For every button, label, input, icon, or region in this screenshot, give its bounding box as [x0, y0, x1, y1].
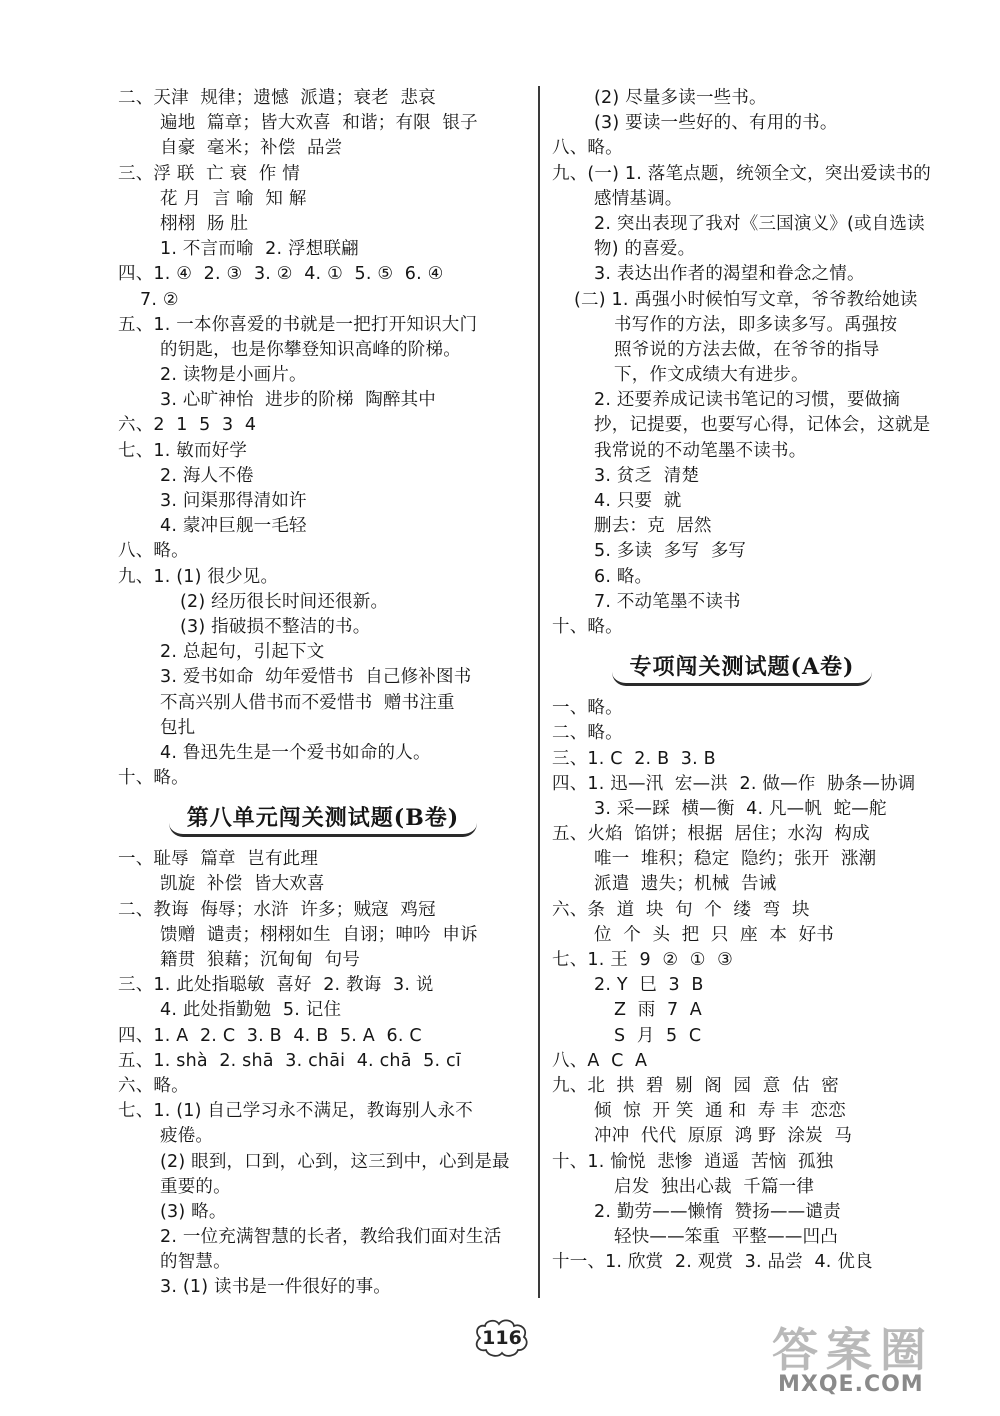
answer-line: 五、1. 一本你喜爱的书就是一把打开知识大门 [118, 314, 478, 335]
answer-line: 4. 蒙冲巨舰一毛轻 [160, 516, 307, 537]
answer-line: 的智慧。 [160, 1252, 231, 1273]
answer-line: 7. 不动笔墨不读书 [594, 591, 741, 612]
answer-line: (2) 眼到，口到，心到，这三到中，心到是最 [160, 1151, 510, 1172]
answer-line: 凯旋 补偿 皆大欢喜 [160, 874, 325, 895]
answer-line: 遍地 篇章；皆大欢喜 和谐；有限 银子 [160, 113, 478, 134]
answer-line: 十、1. 愉悦 悲惨 逍遥 苦恼 孤独 [552, 1151, 834, 1172]
answer-line: 六、条 道 块 句 个 缕 弯 块 [552, 899, 810, 920]
answer-line: 删去：克 居然 [594, 516, 712, 537]
answer-line: (2) 经历很长时间还很新。 [180, 591, 389, 612]
answer-line: 4. 鲁迅先生是一个爱书如命的人。 [160, 742, 431, 763]
answer-line: 的钥匙，也是你攀登知识高峰的阶梯。 [160, 339, 461, 360]
answer-line: 籍贯 狼藉；沉甸甸 句号 [160, 950, 361, 970]
answer-line: 三、浮 联 亡 衰 作 情 [118, 163, 300, 184]
page-number [470, 1318, 534, 1358]
answer-line: (3) 略。 [160, 1201, 227, 1222]
answer-line: 1. 不言而喻 2. 浮想联翩 [160, 239, 359, 260]
answer-line: 启发 独出心裁 千篇一律 [614, 1176, 815, 1197]
answer-line: (2) 尽量多读一些书。 [594, 88, 767, 108]
answer-line: 七、1. 敏而好学 [118, 440, 248, 461]
answer-line: 2. 总起句，引起下文 [160, 642, 325, 663]
answer-line: 3. 心旷神怡 进步的阶梯 陶醉其中 [160, 390, 437, 411]
answer-line: 我常说的不动笔墨不读书。 [594, 440, 807, 461]
answer-line: 感情基调。 [594, 188, 683, 209]
section-heading [552, 642, 932, 692]
answer-line: 四、1. A 2. C 3. B 4. B 5. A 6. C [118, 1025, 422, 1046]
answer-line: 五、火焰 馅饼；根据 居住；水沟 构成 [552, 824, 870, 845]
answer-line: 5. 多读 多写 多写 [594, 541, 747, 562]
answer-line: 轻快——笨重 平整——凹凸 [614, 1227, 838, 1248]
answer-line: 2. Y 巳 3 B [594, 975, 704, 996]
answer-line: 包扎 [160, 717, 196, 738]
answer-line: 倾 惊 开 笑 通 和 寿 丰 恋恋 [594, 1101, 846, 1122]
answer-line: 疲倦。 [160, 1126, 214, 1147]
answer-line: S 月 5 C [614, 1025, 702, 1046]
answer-line: 馈赠 谴责；栩栩如生 自诩；呻吟 申诉 [160, 924, 478, 945]
answer-line: 2. 突出表现了我对《三国演义》(或自选读 [594, 213, 925, 234]
answer-line: 十一、1. 欣赏 2. 观赏 3. 品尝 4. 优良 [552, 1252, 873, 1273]
answer-line: 一、耻辱 篇章 岂有此理 [118, 849, 319, 870]
answer-line: 七、1. (1) 自己学习永不满足，教诲别人永不 [118, 1101, 473, 1122]
answer-line: 2. 读物是小画片。 [160, 365, 307, 386]
answer-line: 唯一 堆积；稳定 隐约；张开 涨潮 [594, 849, 877, 870]
answer-line: (3) 指破损不整洁的书。 [180, 616, 371, 637]
section-heading-text: 第八单元闯关测试题(B卷) [169, 799, 477, 837]
answer-line: 下，作文成绩大有进步。 [614, 365, 809, 386]
answer-line: 二、略。 [552, 723, 623, 744]
left-column [118, 86, 528, 1301]
answer-line: 八、略。 [552, 138, 623, 159]
section-heading-text: 专项闯关测试题(A卷) [612, 648, 873, 686]
answer-line: 3. 爱书如命 幼年爱惜书 自己修补图书 [160, 667, 472, 688]
answer-line: 三、1. C 2. B 3. B [552, 748, 716, 769]
answer-line: 2. 一位充满智慧的长者，教给我们面对生活 [160, 1227, 502, 1248]
answer-line: 二、天津 规律；遗憾 派遣；衰老 悲哀 [118, 88, 436, 108]
answer-line: 三、1. 此处指聪敏 喜好 2. 教诲 3. 说 [118, 975, 434, 996]
answer-line: 十、略。 [552, 616, 623, 637]
answer-line: 重要的。 [160, 1176, 231, 1197]
watermark-text: 答案圈 [772, 1323, 934, 1377]
answer-line: 3. 采—踩 横—衡 4. 凡—帆 蛇—舵 [594, 798, 887, 819]
answer-line: 花 月 言 喻 知 解 [160, 188, 307, 209]
answer-line: 九、北 拱 碧 剔 阁 园 意 估 密 [552, 1075, 839, 1096]
answer-line: 四、1. 迅—汛 宏—洪 2. 做—作 胁条—协调 [552, 773, 916, 794]
answer-line: 抄，记提要，也要写心得，记体会，这就是 [594, 415, 931, 436]
answer-line: 六、略。 [118, 1075, 189, 1096]
answer-line: 照爷说的方法去做，在爷爷的指导 [614, 339, 880, 360]
section-heading [118, 793, 528, 843]
watermark-url: MXQE.COM [778, 1372, 924, 1397]
answer-line: 九、1. (1) 很少见。 [118, 566, 279, 587]
answer-line: 位 个 头 把 只 座 本 好书 [594, 924, 834, 945]
answer-line: 4. 只要 就 [594, 491, 682, 511]
watermark-logo [732, 1314, 982, 1404]
answer-line: 4. 此处指勤勉 5. 记住 [160, 1000, 342, 1021]
answer-line: 冲冲 代代 原原 鸿 野 涂炭 马 [594, 1126, 853, 1147]
answer-line: 八、略。 [118, 541, 189, 562]
answer-line: 四、1. ④ 2. ③ 3. ② 4. ① 5. ⑤ 6. ④ [118, 264, 444, 285]
answer-line: 2. 海人不倦 [160, 465, 254, 486]
answer-line: 物) 的喜爱。 [594, 239, 696, 260]
answer-line: 书写作的方法，即多读多写。禹强按 [614, 314, 898, 335]
answer-line: 一、略。 [552, 698, 623, 719]
answer-line: 3. (1) 读书是一件很好的事。 [160, 1277, 392, 1298]
answer-line: 6. 略。 [594, 566, 653, 587]
answer-line: 栩栩 肠 肚 [160, 213, 249, 234]
answer-line: 六、2 1 5 3 4 [118, 415, 257, 436]
answer-line: 五、1. shà 2. shā 3. chāi 4. chā 5. cī [118, 1050, 461, 1071]
answer-line: 不高兴别人借书而不爱惜书 赠书注重 [160, 692, 455, 713]
answer-line: (二) 1. 禹强小时候怕写文章，爷爷教给她读 [574, 289, 918, 310]
answer-line: 自豪 毫米；补偿 品尝 [160, 138, 343, 159]
answer-line: 2. 勤劳——懒惰 赞扬——谴责 [594, 1201, 841, 1222]
answer-line: 2. 还要养成记读书笔记的习惯，要做摘 [594, 390, 901, 411]
answer-line: 十、略。 [118, 768, 189, 789]
answer-line: 3. 表达出作者的渴望和眷念之情。 [594, 264, 865, 285]
answer-line: (3) 要读一些好的、有用的书。 [594, 113, 838, 134]
answer-line: 3. 问渠那得清如许 [160, 491, 307, 511]
answer-line: 八、A C A [552, 1050, 648, 1071]
answer-line: 派遣 遗失；机械 告诫 [594, 874, 777, 895]
answer-line: 九、(一) 1. 落笔点题，统领全文，突出爱读书的 [552, 163, 931, 184]
page-number-text: 116 [482, 1327, 522, 1349]
answer-line: 二、教诲 侮辱；水浒 许多；贼寇 鸡冠 [118, 899, 436, 920]
answer-line: 3. 贫乏 清楚 [594, 465, 700, 486]
answer-line: Z 雨 7 A [614, 1000, 702, 1021]
right-column [552, 86, 932, 1275]
answer-line: 7. ② [140, 289, 179, 310]
answer-line: 七、1. 王 9 ② ① ③ [552, 950, 734, 970]
column-divider [538, 86, 540, 1298]
